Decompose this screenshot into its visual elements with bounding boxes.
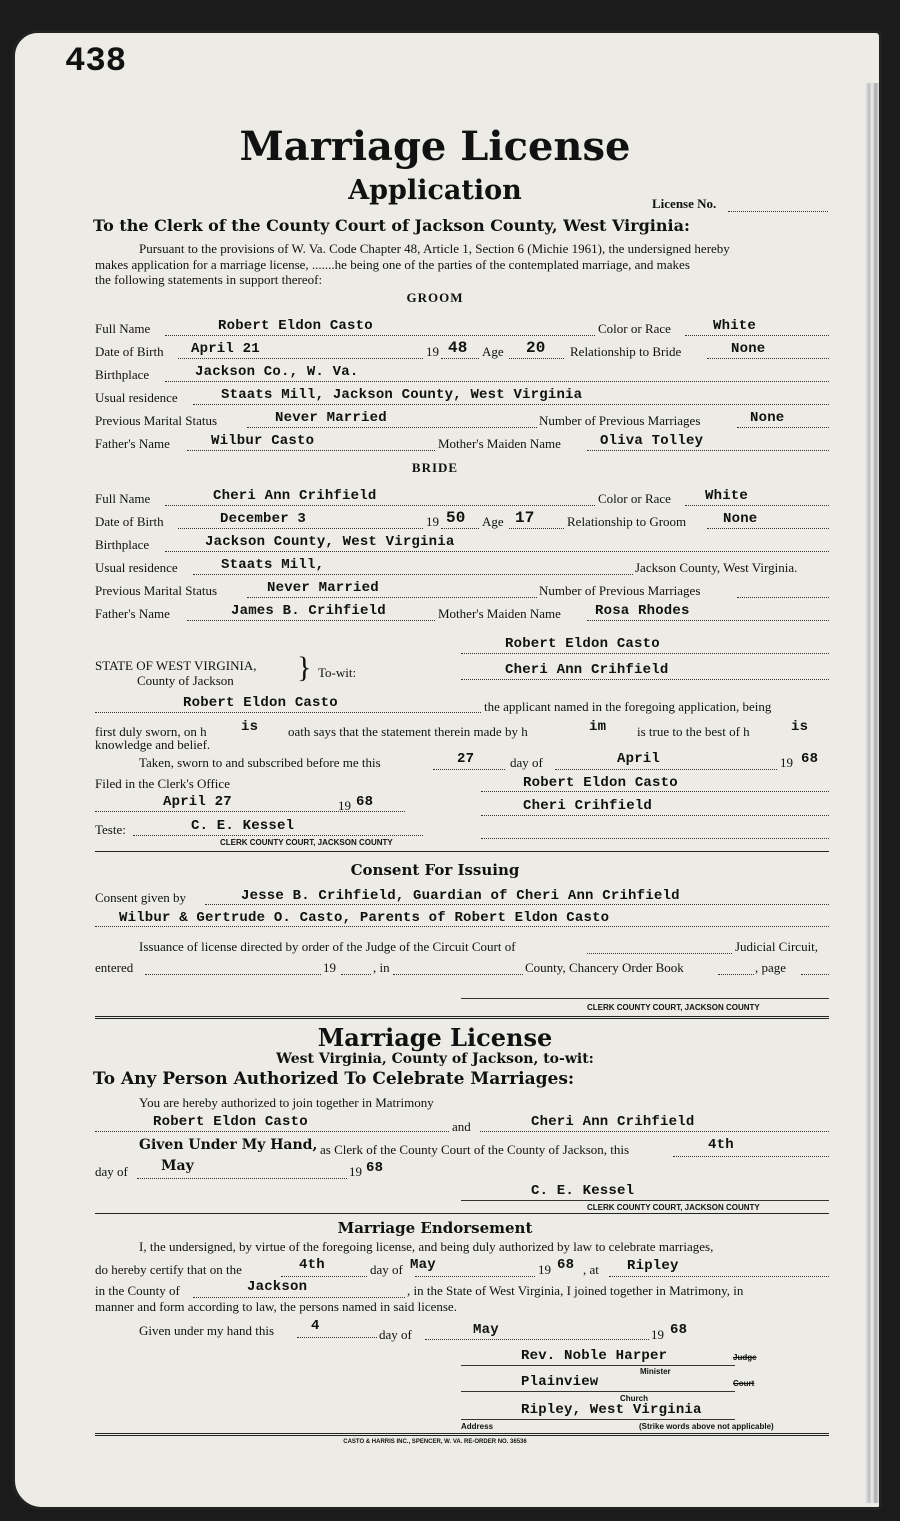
endorsement-strike-note: (Strike words above not applicable) bbox=[639, 1422, 774, 1431]
oath-taken: Taken, sworn to and subscribed before me this bbox=[139, 755, 381, 770]
consent-in: , in bbox=[373, 960, 390, 975]
endorsement-given-month: May bbox=[473, 1322, 499, 1338]
intro-line-2: makes application for a marriage license, .......he being one of the parties of the contemplated marriage, and makes bbox=[95, 257, 690, 272]
groom-year: 48 bbox=[448, 339, 468, 357]
rule bbox=[801, 974, 829, 975]
endorsement-judge: Judge bbox=[733, 1353, 757, 1362]
rule bbox=[297, 1337, 377, 1338]
divider bbox=[95, 851, 829, 852]
groom-rel: None bbox=[731, 341, 766, 357]
groom-age-label: Age bbox=[482, 344, 504, 359]
endorsement-minister-caption: Minister bbox=[640, 1367, 671, 1376]
consent-county-order: County, Chancery Order Book bbox=[525, 960, 684, 975]
consent-entered: entered bbox=[95, 960, 134, 975]
license-year: 68 bbox=[366, 1160, 384, 1176]
groom-marital: Never Married bbox=[275, 410, 387, 426]
oath-filed-year: 68 bbox=[356, 794, 374, 810]
rule bbox=[95, 1131, 449, 1132]
oath-sworn-is2: is bbox=[791, 719, 809, 735]
divider bbox=[95, 1433, 829, 1436]
rule bbox=[165, 381, 829, 382]
oath-sworn-b: oath says that the statement therein made by h bbox=[288, 724, 528, 739]
license-day-of: day of bbox=[95, 1164, 128, 1179]
rule bbox=[461, 1200, 829, 1201]
bride-father: James B. Crihfield bbox=[231, 603, 386, 619]
divider bbox=[95, 1016, 829, 1019]
groom-dob: April 21 bbox=[191, 341, 260, 357]
groom-color-label: Color or Race bbox=[598, 321, 671, 336]
rule bbox=[685, 505, 829, 506]
rule bbox=[247, 427, 537, 428]
endorsement-given-day: 4 bbox=[311, 1318, 320, 1334]
license-bride: Cheri Ann Crihfield bbox=[531, 1114, 695, 1130]
rule bbox=[165, 335, 595, 336]
oath-state: STATE OF WEST VIRGINIA, bbox=[95, 658, 257, 673]
groom-dob-label: Date of Birth bbox=[95, 344, 164, 359]
rule bbox=[461, 1391, 735, 1392]
rule bbox=[165, 551, 829, 552]
license-clerk-caption: CLERK COUNTY COURT, JACKSON COUNTY bbox=[587, 1203, 760, 1212]
oath-filed-year-prefix: 19 bbox=[338, 798, 351, 813]
consent-given-label: Consent given by bbox=[95, 890, 186, 905]
oath-signature-3: Robert Eldon Casto bbox=[523, 775, 678, 791]
groom-father: Wilbur Casto bbox=[211, 433, 315, 449]
rule bbox=[587, 450, 829, 451]
bride-age-label: Age bbox=[482, 514, 504, 529]
groom-rel-label: Relationship to Bride bbox=[570, 344, 682, 359]
consent-judicial: Judicial Circuit, bbox=[735, 939, 819, 954]
license-title: Marriage License bbox=[317, 1023, 553, 1052]
oath-teste-label: Teste: bbox=[95, 822, 126, 837]
bride-residence: Staats Mill, bbox=[221, 557, 325, 573]
endorsement-year: 68 bbox=[557, 1257, 575, 1273]
license-clerk: C. E. Kessel bbox=[531, 1183, 635, 1199]
bride-residence-suffix: Jackson County, West Virginia. bbox=[635, 560, 798, 575]
consent-page: , page bbox=[755, 960, 787, 975]
addressee: To the Clerk of the County Court of Jackson County, West Virginia: bbox=[93, 216, 690, 235]
bride-color: White bbox=[705, 488, 749, 504]
rule bbox=[609, 1276, 829, 1277]
rule bbox=[165, 505, 595, 506]
bride-full-name: Cheri Ann Crihfield bbox=[213, 488, 377, 504]
endorsement-certify: do hereby certify that on the bbox=[95, 1262, 242, 1277]
groom-year-prefix: 19 bbox=[426, 344, 439, 359]
endorsement-day: 4th bbox=[299, 1257, 325, 1273]
endorsement-minister: Rev. Noble Harper bbox=[521, 1348, 668, 1364]
bride-dob-label: Date of Birth bbox=[95, 514, 164, 529]
endorsement-church: Plainview bbox=[521, 1374, 599, 1390]
endorsement-month: May bbox=[410, 1257, 436, 1273]
page-edge bbox=[865, 83, 879, 1503]
endorsement-day-of: day of bbox=[370, 1262, 403, 1277]
rule bbox=[247, 597, 537, 598]
oath-signature-groom: Robert Eldon Casto bbox=[505, 636, 660, 652]
license-month: May bbox=[161, 1158, 194, 1174]
license-no-label: License No. bbox=[652, 196, 717, 211]
oath-taken-month: April bbox=[617, 751, 661, 767]
rule bbox=[481, 815, 829, 816]
endorsement-address-caption: Address bbox=[461, 1422, 494, 1431]
rule bbox=[178, 358, 423, 359]
license-groom: Robert Eldon Casto bbox=[153, 1114, 308, 1130]
rule bbox=[707, 528, 829, 529]
oath-to-wit: To-wit: bbox=[318, 665, 357, 680]
endorsement-manner: manner and form according to law, the persons named in said license. bbox=[95, 1299, 457, 1314]
title: Marriage License bbox=[239, 123, 631, 170]
rule bbox=[461, 998, 829, 999]
rule bbox=[673, 1156, 829, 1157]
bride-marital: Never Married bbox=[267, 580, 379, 596]
rule bbox=[95, 712, 481, 713]
endorsement-heading: Marriage Endorsement bbox=[337, 1219, 533, 1237]
license-to-any: To Any Person Authorized To Celebrate Marriages: bbox=[93, 1069, 575, 1089]
endorsement-in-county: in the County of bbox=[95, 1283, 180, 1298]
oath-clerk-caption: CLERK COUNTY COURT, JACKSON COUNTY bbox=[220, 838, 393, 847]
endorsement-year-prefix: 19 bbox=[538, 1262, 551, 1277]
endorsement-given-day-of: day of bbox=[379, 1327, 412, 1342]
rule bbox=[509, 528, 564, 529]
bride-heading: BRIDE bbox=[411, 460, 459, 475]
intro-line-3: the following statements in support thereof: bbox=[95, 272, 323, 287]
rule bbox=[441, 358, 479, 359]
groom-age: 20 bbox=[526, 339, 546, 357]
bride-birthplace-label: Birthplace bbox=[95, 537, 150, 552]
bride-full-name-label: Full Name bbox=[95, 491, 151, 506]
bride-year: 50 bbox=[446, 509, 466, 527]
license-subtitle: West Virginia, County of Jackson, to-wit: bbox=[276, 1051, 594, 1067]
rule bbox=[393, 974, 523, 975]
license-year-prefix: 19 bbox=[349, 1164, 362, 1179]
rule bbox=[441, 528, 479, 529]
intro-line-1: Pursuant to the provisions of W. Va. Code Chapter 48, Article 1, Section 6 (Michie 1961), the undersigned hereby bbox=[139, 241, 730, 256]
rule bbox=[433, 769, 505, 770]
rule bbox=[707, 358, 829, 359]
groom-num-marriages-label: Number of Previous Marriages bbox=[539, 413, 701, 428]
rule bbox=[481, 838, 829, 839]
endorsement-given: Given under my hand this bbox=[139, 1323, 275, 1338]
rule bbox=[187, 450, 435, 451]
consent-clerk-caption: CLERK COUNTY COURT, JACKSON COUNTY bbox=[587, 1003, 760, 1012]
oath-filed-date: April 27 bbox=[163, 794, 232, 810]
groom-mother-label: Mother's Maiden Name bbox=[438, 436, 561, 451]
groom-full-name: Robert Eldon Casto bbox=[218, 318, 373, 334]
rule bbox=[737, 427, 829, 428]
license-given: Given Under My Hand, bbox=[139, 1137, 318, 1153]
rule bbox=[415, 1276, 535, 1277]
groom-marital-label: Previous Marital Status bbox=[95, 413, 218, 428]
rule bbox=[145, 974, 321, 975]
rule bbox=[187, 620, 435, 621]
rule bbox=[509, 358, 564, 359]
rule bbox=[461, 1419, 735, 1420]
bride-mother: Rosa Rhodes bbox=[595, 603, 690, 619]
groom-residence-label: Usual residence bbox=[95, 390, 178, 405]
oath-sworn-a: first duly sworn, on h bbox=[95, 724, 207, 739]
groom-full-name-label: Full Name bbox=[95, 321, 151, 336]
endorsement-county: Jackson bbox=[247, 1279, 308, 1295]
bride-num-marriages-label: Number of Previous Marriages bbox=[539, 583, 701, 598]
oath-taken-year: 68 bbox=[801, 751, 819, 767]
license-day: 4th bbox=[708, 1137, 734, 1153]
rule bbox=[481, 791, 829, 792]
oath-signature-bride: Cheri Ann Crihfield bbox=[505, 662, 669, 678]
rule bbox=[461, 679, 829, 680]
endorsement-address: Ripley, West Virginia bbox=[521, 1402, 702, 1418]
printer-imprint: CASTO & HARRIS INC., SPENCER, W. VA. RE-ORDER NO. 36536 bbox=[343, 1439, 527, 1445]
rule bbox=[737, 597, 829, 598]
endorsement-at: , at bbox=[583, 1262, 599, 1277]
bride-dob: December 3 bbox=[220, 511, 307, 527]
oath-brace: } bbox=[297, 651, 312, 684]
rule bbox=[341, 974, 371, 975]
rule bbox=[193, 1297, 405, 1298]
bride-rel-label: Relationship to Groom bbox=[567, 514, 687, 529]
bride-age: 17 bbox=[515, 509, 535, 527]
bride-father-label: Father's Name bbox=[95, 606, 170, 621]
rule bbox=[587, 953, 732, 954]
rule bbox=[137, 1178, 347, 1179]
oath-signature-4: Cheri Crihfield bbox=[523, 798, 653, 814]
endorsement-court: Court bbox=[733, 1379, 755, 1388]
endorsement-line-1: I, the undersigned, by virtue of the foregoing license, and being duly authorized by law to celebrate marriages, bbox=[139, 1239, 714, 1254]
rule bbox=[133, 835, 423, 836]
bride-marital-label: Previous Marital Status bbox=[95, 583, 218, 598]
page-number: 438 bbox=[65, 43, 127, 81]
consent-line-2: Wilbur & Gertrude O. Casto, Parents of Robert Eldon Casto bbox=[119, 910, 610, 926]
oath-day-of: day of bbox=[510, 755, 543, 770]
oath-taken-year-prefix: 19 bbox=[780, 755, 793, 770]
rule bbox=[587, 620, 829, 621]
rule bbox=[281, 1276, 367, 1277]
oath-taken-day: 27 bbox=[457, 751, 475, 767]
bride-birthplace: Jackson County, West Virginia bbox=[205, 534, 455, 550]
rule bbox=[685, 335, 829, 336]
rule bbox=[95, 926, 829, 927]
oath-applicant-text: the applicant named in the foregoing application, being bbox=[484, 699, 772, 714]
bride-mother-label: Mother's Maiden Name bbox=[438, 606, 561, 621]
license-and: and bbox=[452, 1119, 471, 1134]
rule bbox=[95, 811, 405, 812]
groom-father-label: Father's Name bbox=[95, 436, 170, 451]
rule bbox=[555, 769, 777, 770]
groom-color: White bbox=[713, 318, 757, 334]
oath-sworn-c: is true to the best of h bbox=[637, 724, 750, 739]
consent-heading: Consent For Issuing bbox=[350, 861, 520, 879]
consent-line-1: Jesse B. Crihfield, Guardian of Cheri Ann Crihfield bbox=[241, 888, 680, 904]
endorsement-place: Ripley bbox=[627, 1258, 679, 1274]
groom-mother: Oliva Tolley bbox=[600, 433, 704, 449]
consent-year-prefix: 19 bbox=[323, 960, 336, 975]
rule bbox=[205, 904, 829, 905]
endorsement-given-year-prefix: 19 bbox=[651, 1327, 664, 1342]
bride-color-label: Color or Race bbox=[598, 491, 671, 506]
groom-birthplace: Jackson Co., W. Va. bbox=[195, 364, 359, 380]
rule bbox=[480, 1131, 829, 1132]
consent-issuance: Issuance of license directed by order of the Judge of the Circuit Court of bbox=[139, 939, 516, 954]
oath-sworn-im: im bbox=[589, 719, 607, 735]
rule bbox=[425, 1339, 649, 1340]
license-as-clerk: as Clerk of the County Court of the County of Jackson, this bbox=[320, 1142, 630, 1157]
groom-residence: Staats Mill, Jackson County, West Virginia bbox=[221, 387, 583, 403]
endorsement-church-caption: Church bbox=[620, 1394, 648, 1403]
rule bbox=[461, 653, 829, 654]
rule bbox=[193, 574, 633, 575]
license-page bbox=[12, 30, 882, 1510]
groom-birthplace-label: Birthplace bbox=[95, 367, 150, 382]
bride-rel: None bbox=[723, 511, 758, 527]
oath-sworn-is: is bbox=[241, 719, 259, 735]
oath-filed: Filed in the Clerk's Office bbox=[95, 776, 230, 791]
groom-num-marriages: None bbox=[750, 410, 785, 426]
oath-knowledge: knowledge and belief. bbox=[95, 737, 211, 752]
groom-heading: GROOM bbox=[406, 290, 464, 305]
rule bbox=[718, 974, 754, 975]
rule bbox=[461, 1365, 735, 1366]
oath-applicant: Robert Eldon Casto bbox=[183, 695, 338, 711]
license-authorized: You are hereby authorized to join together in Matrimony bbox=[139, 1095, 434, 1110]
oath-county: County of Jackson bbox=[137, 673, 234, 688]
endorsement-state-text: , in the State of West Virginia, I joined together in Matrimony, in bbox=[407, 1283, 744, 1298]
divider bbox=[95, 1213, 829, 1214]
license-no-line bbox=[728, 211, 828, 212]
bride-year-prefix: 19 bbox=[426, 514, 439, 529]
bride-residence-label: Usual residence bbox=[95, 560, 178, 575]
rule bbox=[193, 404, 829, 405]
rule bbox=[178, 528, 423, 529]
oath-teste-name: C. E. Kessel bbox=[191, 818, 295, 834]
subtitle: Application bbox=[348, 175, 522, 206]
endorsement-given-year: 68 bbox=[670, 1322, 688, 1338]
